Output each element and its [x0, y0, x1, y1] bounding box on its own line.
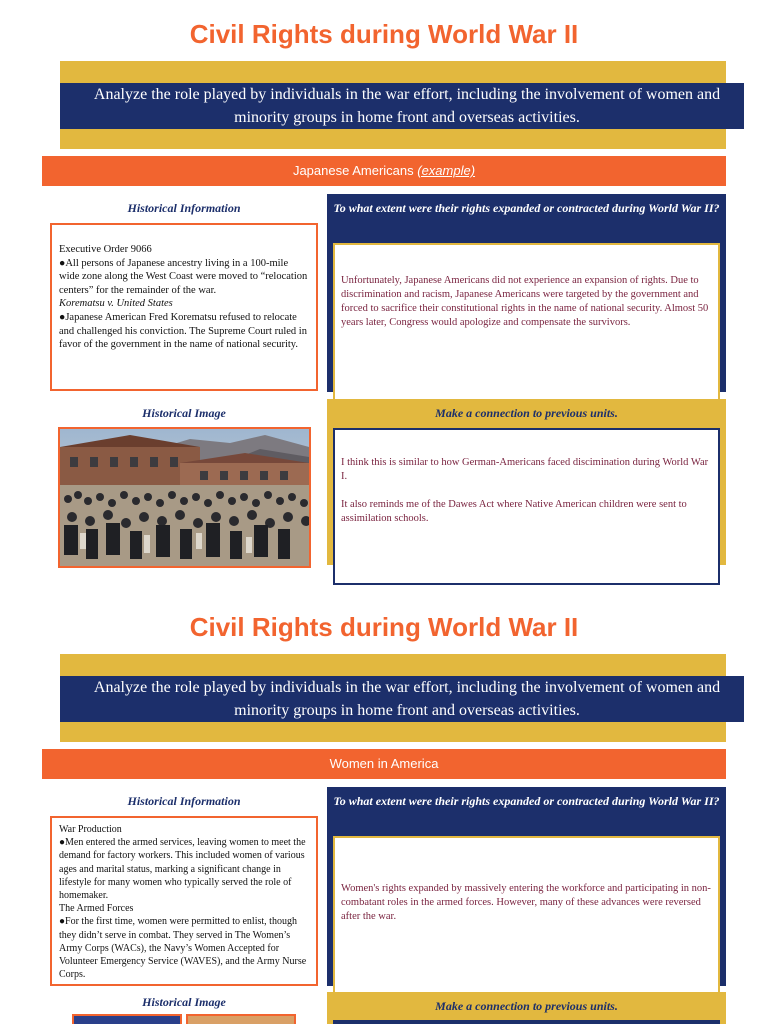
info-bullet: ●All persons of Japanese ancestry living in a 100-mile wide zone along the West Coast were moved to “relocation centers” for the remainder of the war. [59, 257, 308, 296]
connection-label: Make a connection to previous units. [435, 406, 618, 420]
rights-answer-box: Unfortunately, Japanese Americans did not experience an expansion of rights. Due to discrimination and racism, Japanese Americans were targeted by the government and forced to sacrifice their constitutional rights in the name of national security. Almost 50 years later, Congress would apologize and compensate the survivors. [333, 243, 720, 411]
rights-question-panel [327, 787, 726, 986]
connection-panel [327, 399, 726, 565]
rights-answer-box: Women's rights expanded by massively entering the workforce and participating in non-combatant roles in the armed forces. However, many of these advances were reversed after the war. [333, 836, 720, 1022]
topic-bar [42, 156, 726, 186]
connection-panel [327, 992, 726, 1024]
objective-text: Analyze the role played by individuals in the war effort, including the involvement of women and minority groups in home front and overseas activities. [60, 676, 744, 722]
historical-image [58, 427, 311, 568]
objective-text: Analyze the role played by individuals in the war effort, including the involvement of women and minority groups in home front and overseas activities. [60, 83, 744, 129]
rights-question-label: To what extent were their rights expanded or contracted during World War II? [333, 201, 720, 215]
historical-image-label: Historical Image [142, 995, 226, 1009]
connection-label: Make a connection to previous units. [435, 999, 618, 1013]
historical-info-box [50, 223, 318, 391]
page-title: Civil Rights during World War II [189, 19, 579, 49]
historical-image-poster-2 [186, 1014, 296, 1024]
topic-bar [42, 749, 726, 779]
page-title: Civil Rights during World War II [189, 612, 579, 642]
historical-image-label: Historical Image [142, 406, 226, 420]
info-bullet: ●Men entered the armed services, leaving women to meet the demand for factory workers. This included women of various ages and marital status, marking a significant change in lifestyle for many women who typically served the role of homemaker. [59, 837, 306, 902]
info-bullet: ●Japanese American Fred Korematsu refused to relocate and challenged his conviction. The Supreme Court ruled in favor of the government in the name of national security. [59, 311, 307, 351]
rights-question-label: To what extent were their rights expanded or contracted during World War II? [333, 794, 720, 808]
topic-label: Japanese Americans [292, 163, 414, 178]
historical-info-box [50, 816, 318, 986]
info-bullet: ●For the first time, women were permitted to enlist, though they didn’t serve in combat. They served in The Women’s Army Corps (WACs), the Navy’s Women Accepted for Volunteer Emergency Service (WAVES), and the Army Nurse Corps. [59, 916, 307, 981]
connection-answer-text: I think this is similar to how German-Americans faced discimination during World War I. [341, 457, 709, 482]
objective-banner [60, 61, 726, 149]
historical-info-label: Historical Information [127, 201, 241, 215]
info-heading: War Production [59, 824, 122, 835]
info-case-title: Korematsu v. United States [59, 298, 173, 310]
historical-image-poster-1 [72, 1014, 182, 1024]
rights-question-panel [327, 194, 726, 392]
topic-label: Women in America [329, 756, 439, 771]
connection-answer-box [333, 1020, 720, 1024]
info-heading: Executive Order 9066 [59, 244, 152, 255]
info-heading: The Armed Forces [59, 903, 134, 915]
connection-answer-box [333, 428, 720, 585]
connection-answer-text: It also reminds me of the Dawes Act where Native American children were sent to assimilation schools. [341, 499, 687, 524]
historical-info-label: Historical Information [127, 794, 241, 808]
objective-banner [60, 654, 726, 742]
internment-camp-photo [60, 429, 309, 566]
topic-example-link[interactable]: (example) [417, 163, 476, 178]
